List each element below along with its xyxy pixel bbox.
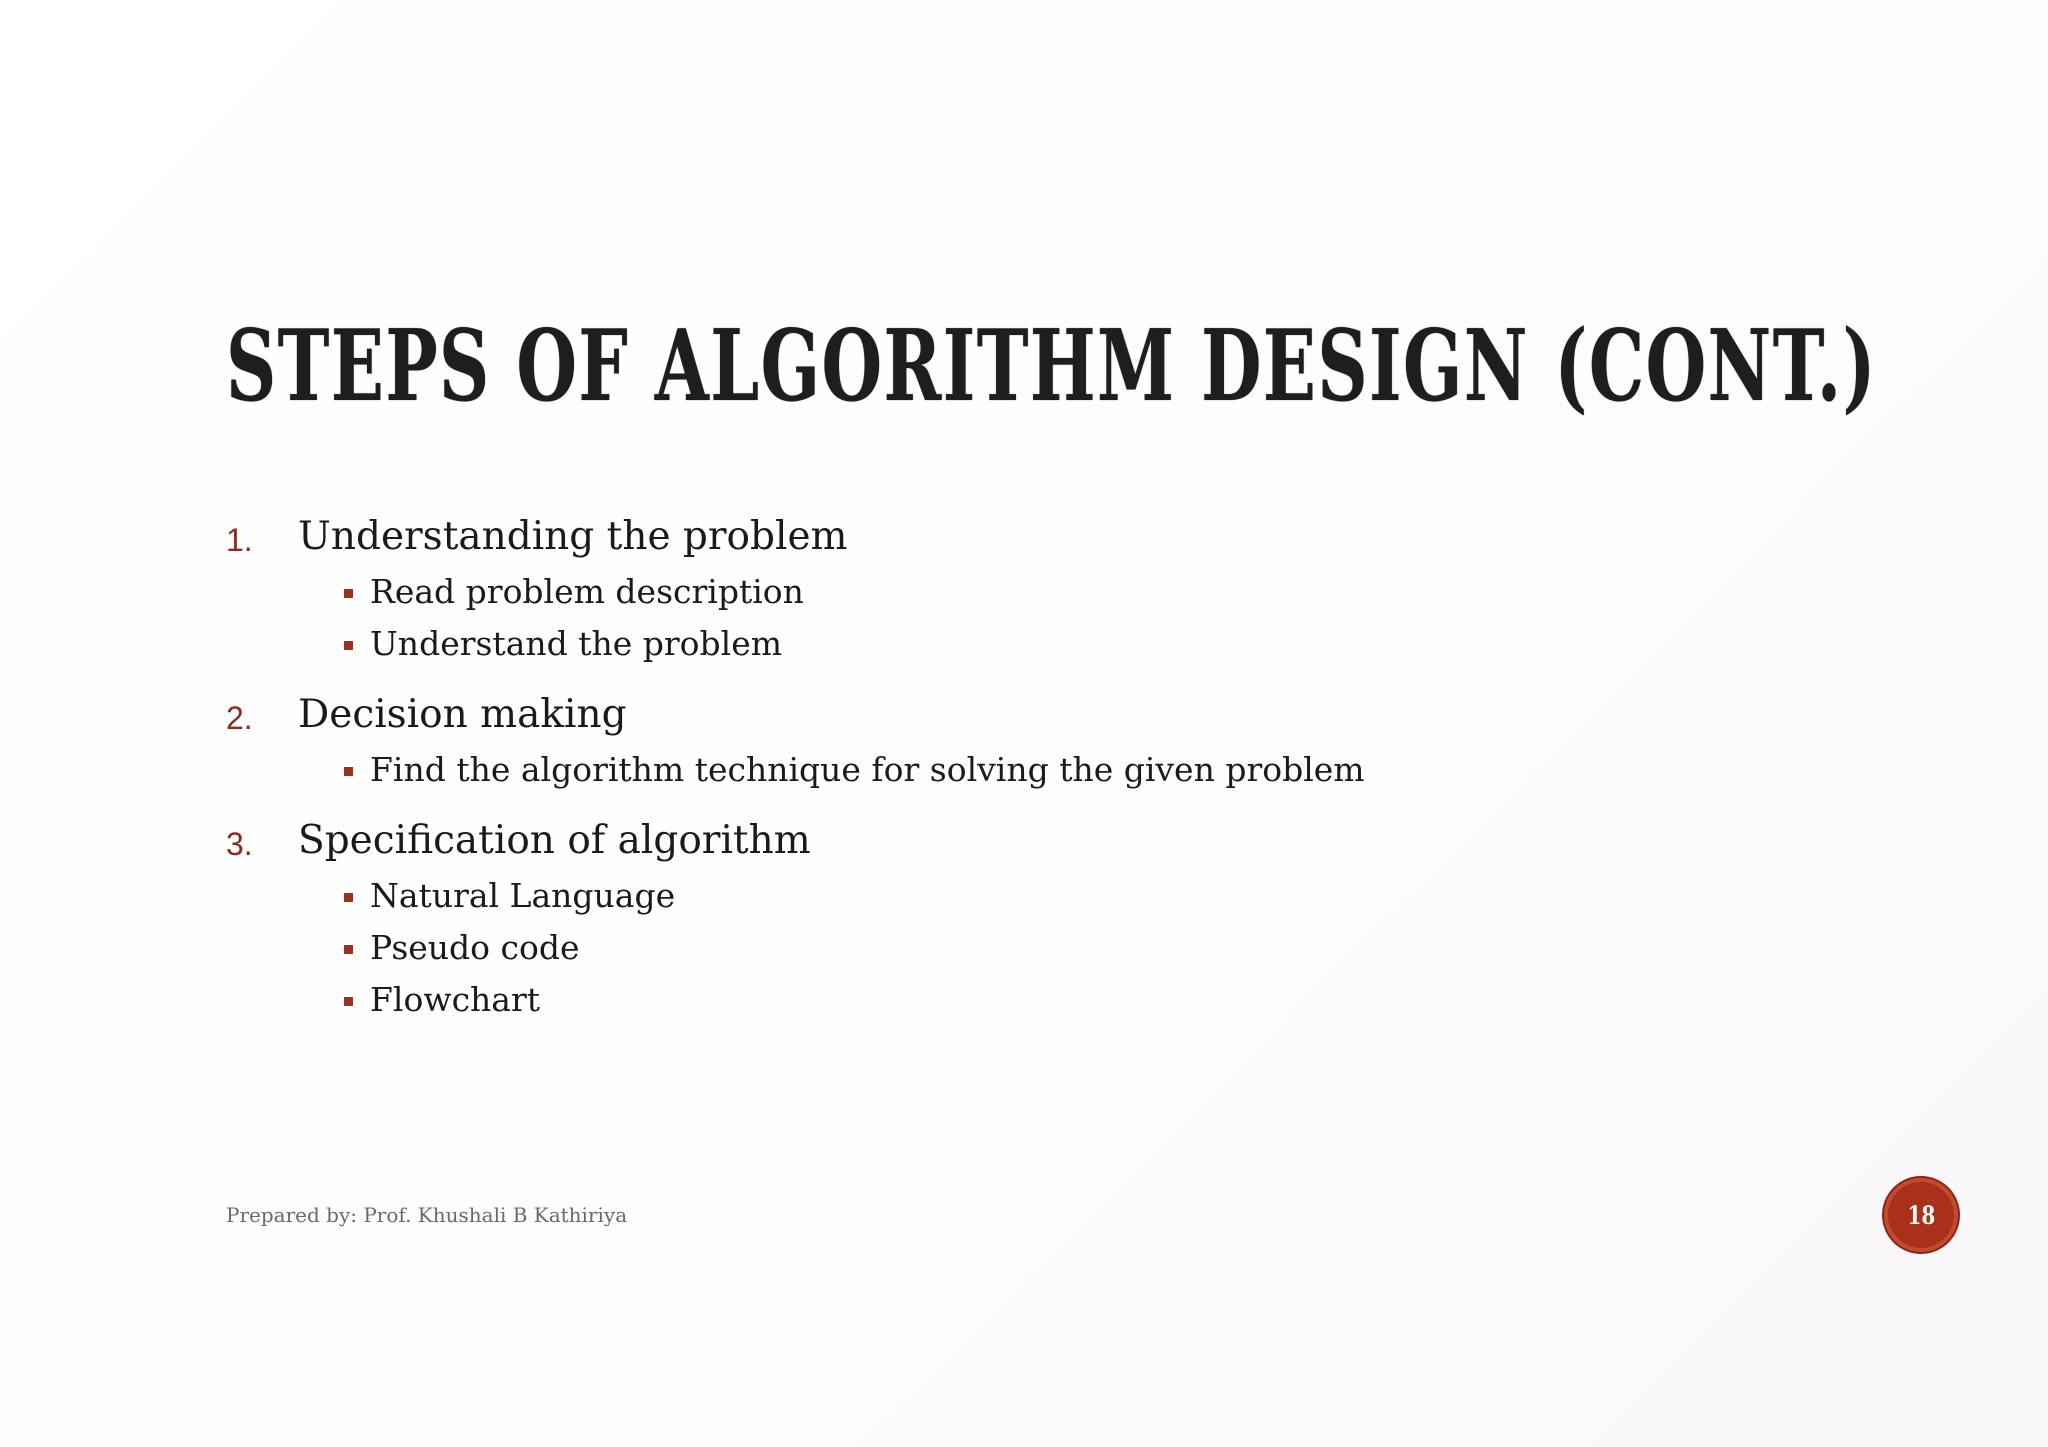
list-item xyxy=(226,570,1926,622)
step-label: Understanding the problem xyxy=(298,514,848,559)
list-item xyxy=(226,748,1926,800)
list-item-text: Find the algorithm technique for solving the given problem xyxy=(370,750,1365,789)
step-2 xyxy=(226,688,1926,800)
footer-author: Prepared by: Prof. Khushali B Kathiriya xyxy=(226,1203,628,1227)
step-3 xyxy=(226,814,1926,1030)
square-bullet-icon xyxy=(344,767,353,776)
list-item xyxy=(226,978,1926,1030)
list-item xyxy=(226,622,1926,674)
list-item-text: Read problem description xyxy=(370,572,804,611)
page-number-badge xyxy=(1884,1178,1958,1252)
list-item-text: Pseudo code xyxy=(370,928,580,967)
sub-list xyxy=(226,874,1926,1030)
square-bullet-icon xyxy=(344,997,353,1006)
step-1 xyxy=(226,510,1926,674)
square-bullet-icon xyxy=(344,589,353,598)
list-item-text: Understand the problem xyxy=(370,624,783,663)
step-header xyxy=(226,688,1926,748)
step-number: 3. xyxy=(226,826,253,862)
square-bullet-icon xyxy=(344,893,353,902)
list-item-text: Flowchart xyxy=(370,980,541,1019)
square-bullet-icon xyxy=(344,641,353,650)
step-number: 1. xyxy=(226,522,253,558)
step-label: Specification of algorithm xyxy=(298,818,811,863)
square-bullet-icon xyxy=(344,945,353,954)
sub-list xyxy=(226,570,1926,674)
list-item-text: Natural Language xyxy=(370,876,676,915)
step-header xyxy=(226,814,1926,874)
slide-title: STEPS OF ALGORITHM DESIGN (CONT.) xyxy=(226,309,1877,424)
page-number: 18 xyxy=(1907,1200,1935,1230)
sub-list xyxy=(226,748,1926,800)
step-label: Decision making xyxy=(298,692,627,737)
list-item xyxy=(226,926,1926,978)
step-header xyxy=(226,510,1926,570)
step-number: 2. xyxy=(226,700,253,736)
list-item xyxy=(226,874,1926,926)
steps-list xyxy=(226,510,1926,1044)
